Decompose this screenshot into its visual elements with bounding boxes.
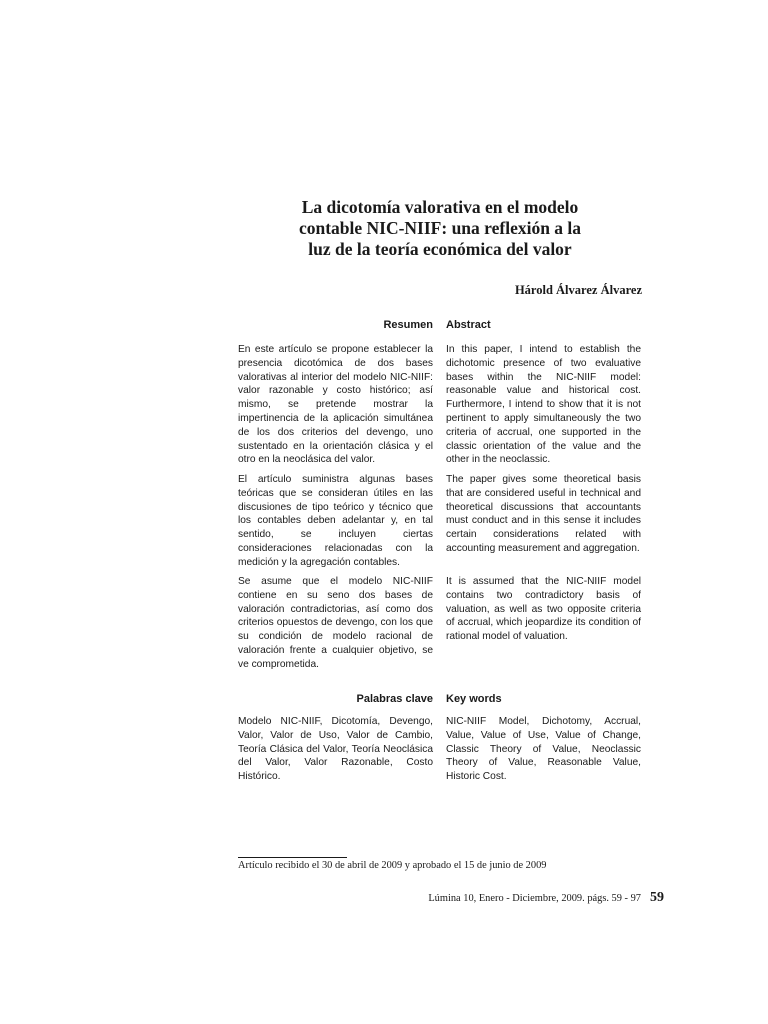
resumen-section [238, 318, 433, 332]
abstract-paragraph: It is assumed that the NIC-NIIF model contains two contradictory basis of valuation, as well as two opposite criteria of accrual, which jeopardize its condition of rational model of valuation. [446, 576, 641, 643]
title-line: contable NIC-NIIF: una reflexión a la [298, 218, 582, 238]
abstract-paragraph: The paper gives some theoretical basis that are considered useful in technical and theoretical discussions that accountants must conduct and in this sense it includes certain considerations related with accounting measurement and aggregation. [446, 474, 641, 554]
resumen-paragraph: En este artículo se propone establecer la presencia dicotómica de dos bases valorativas al interior del modelo NIC-NIIF: valor razonable y costo histórico; así mismo, se pretende mostrar la impertinencia de la aplicación simultánea de los dos criterios del devengo, uno sustentado en la orientación clásica y el otro en la neoclásica del valor. [238, 344, 433, 466]
journal-reference: Lúmina 10, Enero - Diciembre, 2009. págs. 59 - 97 [428, 893, 641, 904]
palabras-clave-section [238, 692, 433, 706]
page-number: 59 [650, 890, 664, 905]
key-words-text: NIC-NIIF Model, Dichotomy, Accrual, Value, Value of Use, Value of Change, Classic Theory of Value, Neoclassic Theory of Value, Reasonable Value, Historic Cost. [446, 716, 641, 783]
key-words-section [446, 692, 641, 706]
resumen-paragraph: El artículo suministra algunas bases teóricas que se consideran útiles en las discusiones de tipo teórico y técnico que los contables deben adelantar y, en tal sentido, se incluyen ciertas consideraciones relacionadas con la medición y la agregación contables. [238, 474, 433, 568]
footnote: Artículo recibido el 30 de abril de 2009 y aprobado el 15 de junio de 2009 [238, 860, 547, 871]
title-line: La dicotomía valorativa en el modelo [301, 197, 579, 217]
abstract-heading: Abstract [446, 319, 491, 331]
abstract-paragraph: In this paper, I intend to establish the dichotomic presence of two evaluative bases within the NIC-NIIF model: reasonable value and historical cost. Furthermore, I intend to show that it is not pertinent to apply simultaneously the two criteria of accrual, one supported in the classic orientation of the value and the other in the neoclassic. [446, 344, 641, 466]
palabras-clave-text: Modelo NIC-NIIF, Dicotomía, Devengo, Valor, Valor de Uso, Valor de Cambio, Teoría Clásica del Valor, Teoría Neoclásica del Valor, Valor Razonable, Costo Histórico. [238, 716, 433, 783]
article-title [238, 197, 642, 260]
title-line: luz de la teoría económica del valor [308, 239, 572, 259]
footnote-divider [238, 857, 347, 858]
palabras-clave-heading: Palabras clave [356, 693, 433, 705]
resumen-heading: Resumen [383, 319, 433, 331]
abstract-section [446, 318, 641, 332]
resumen-paragraph: Se asume que el modelo NIC-NIIF contiene en su seno dos bases de valoración contradictorias, así como dos criterios opuestos de devengo, con los que su condición de modelo racional de valoración frente a cualquier objetivo, se ve comprometida. [238, 576, 433, 670]
author-name: Hárold Álvarez Álvarez [514, 283, 642, 297]
key-words-heading: Key words [446, 693, 502, 705]
